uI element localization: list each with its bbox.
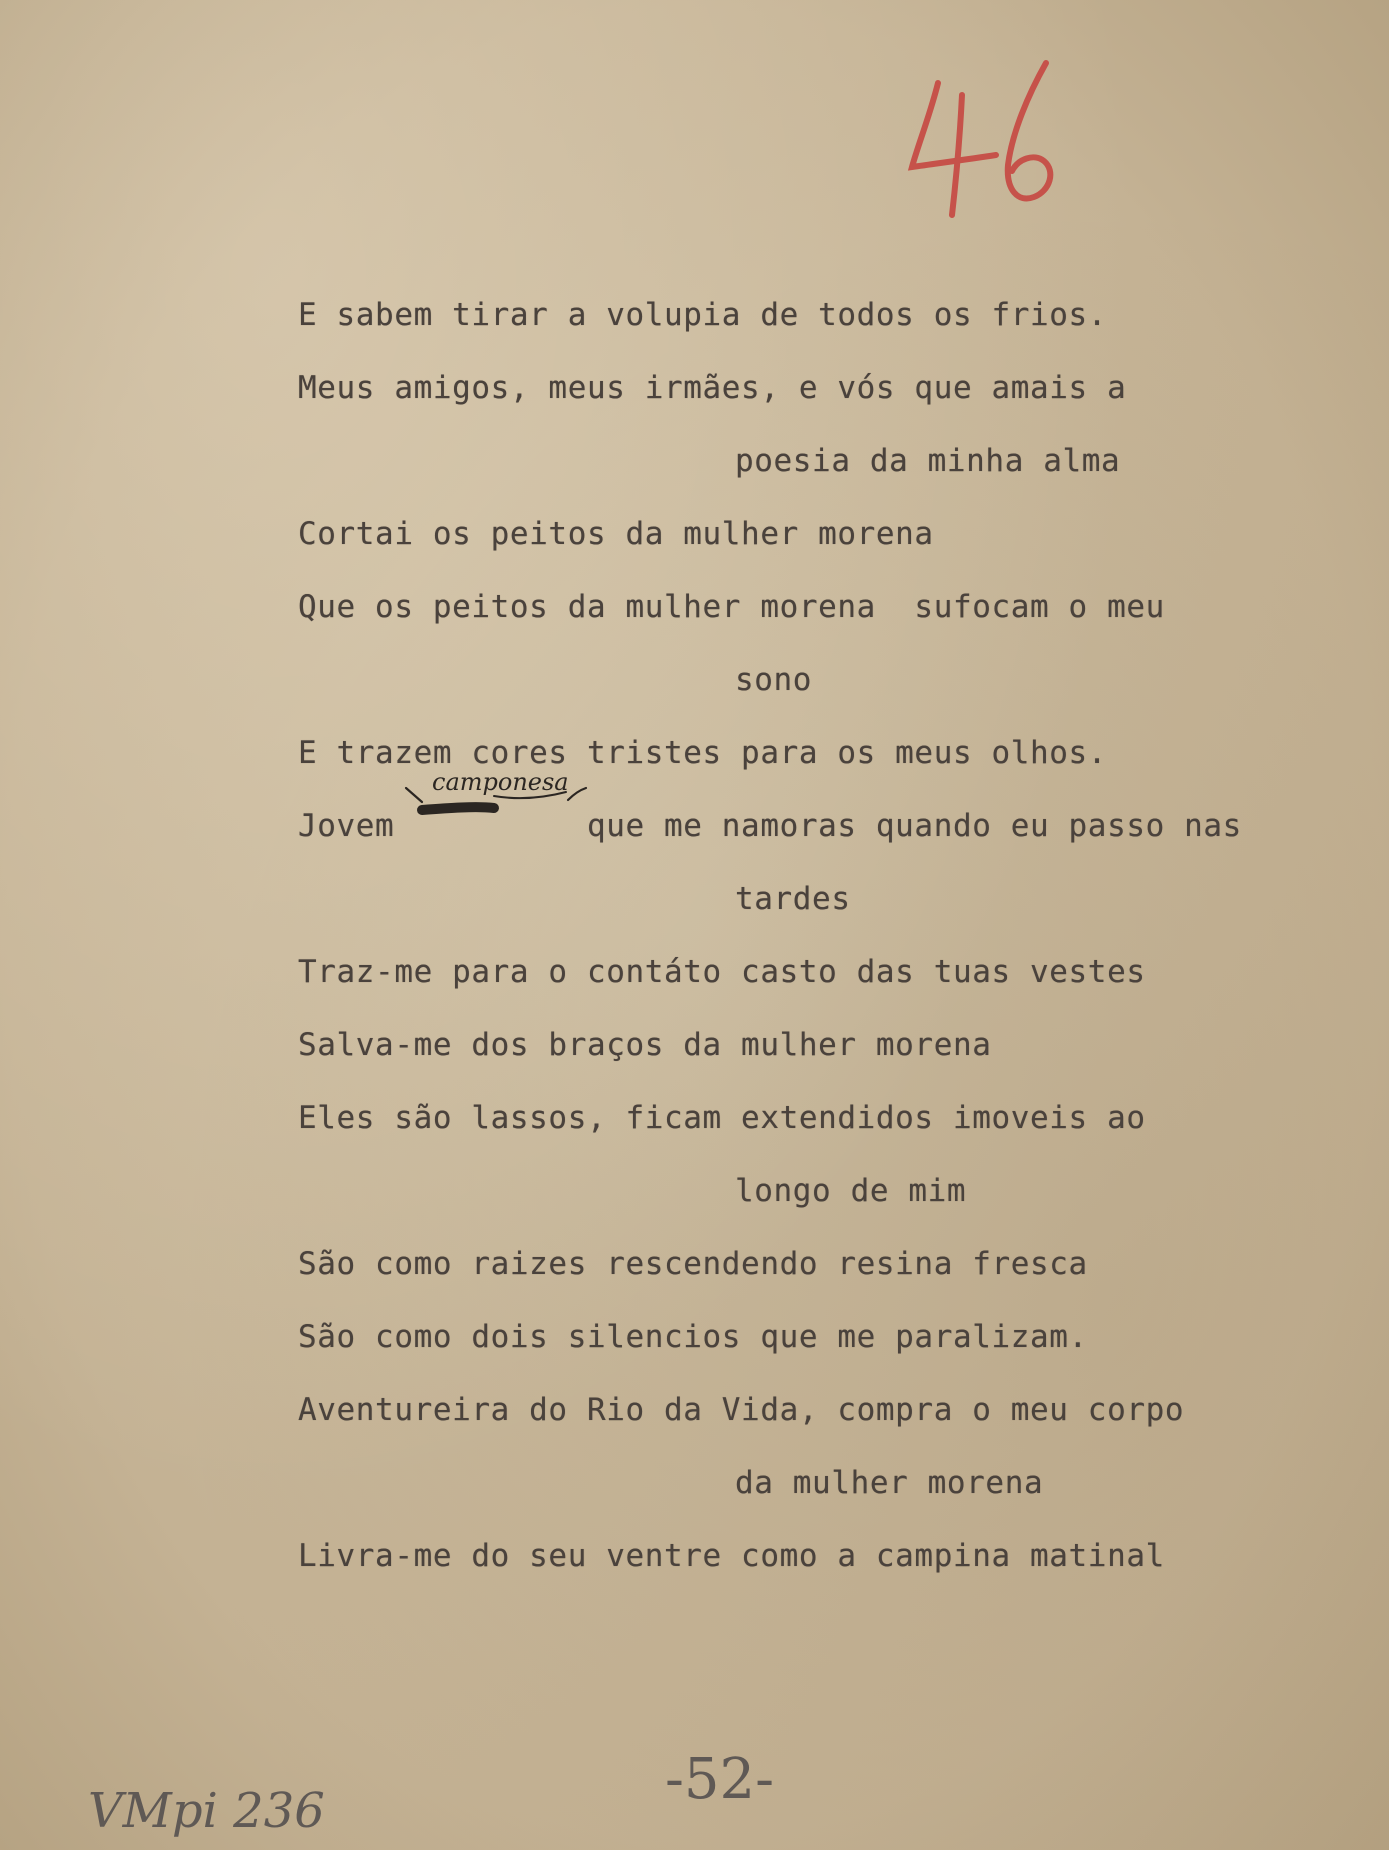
poem-line-7: E trazem cores tristes para os meus olhos. [298,735,1108,771]
poem-line-4: Cortai os peitos da mulher morena [298,516,934,552]
poem-body [298,287,1338,1601]
poem-line-14: São como raizes rescendendo resina fresca [298,1246,1088,1282]
poem-line-1: E sabem tirar a volupia de todos os frios. [298,297,1108,333]
archive-code [88,1765,438,1850]
poem-line-2: Meus amigos, meus irmães, e vós que amais a [298,370,1127,406]
poem-line-13: longo de mim [735,1173,967,1209]
poem-line-5: Que os peitos da mulher morena sufocam o meu [298,589,1165,625]
page-number-text: -52- [665,1747,775,1812]
poem-line-9: tardes [735,881,851,917]
poem-line-18: Livra-me do seu ventre como a campina matinal [298,1538,1165,1574]
poem-line-16: Aventureira do Rio da Vida, compra o meu corpo [298,1392,1185,1428]
archive-code-text: VMpi 236 [88,1783,325,1839]
poem-line-15: São como dois silencios que me paralizam. [298,1319,1088,1355]
page-number [665,1738,895,1818]
poem-line-12: Eles são lassos, ficam extendidos imoveis ao [298,1100,1146,1136]
poem-line-3: poesia da minha alma [735,443,1121,479]
poem-line-11: Salva-me dos braços da mulher morena [298,1027,992,1063]
poem-line-6: sono [735,662,813,698]
poem-line-17: da mulher morena [735,1465,1044,1501]
correction-word: camponesa [432,768,569,796]
folio-number [900,55,1130,235]
poem-line-8: Jovem que me namoras quando eu passo nas [298,808,1242,844]
handwritten-correction [398,768,593,833]
poem-line-10: Traz-me para o contáto casto das tuas vestes [298,954,1146,990]
